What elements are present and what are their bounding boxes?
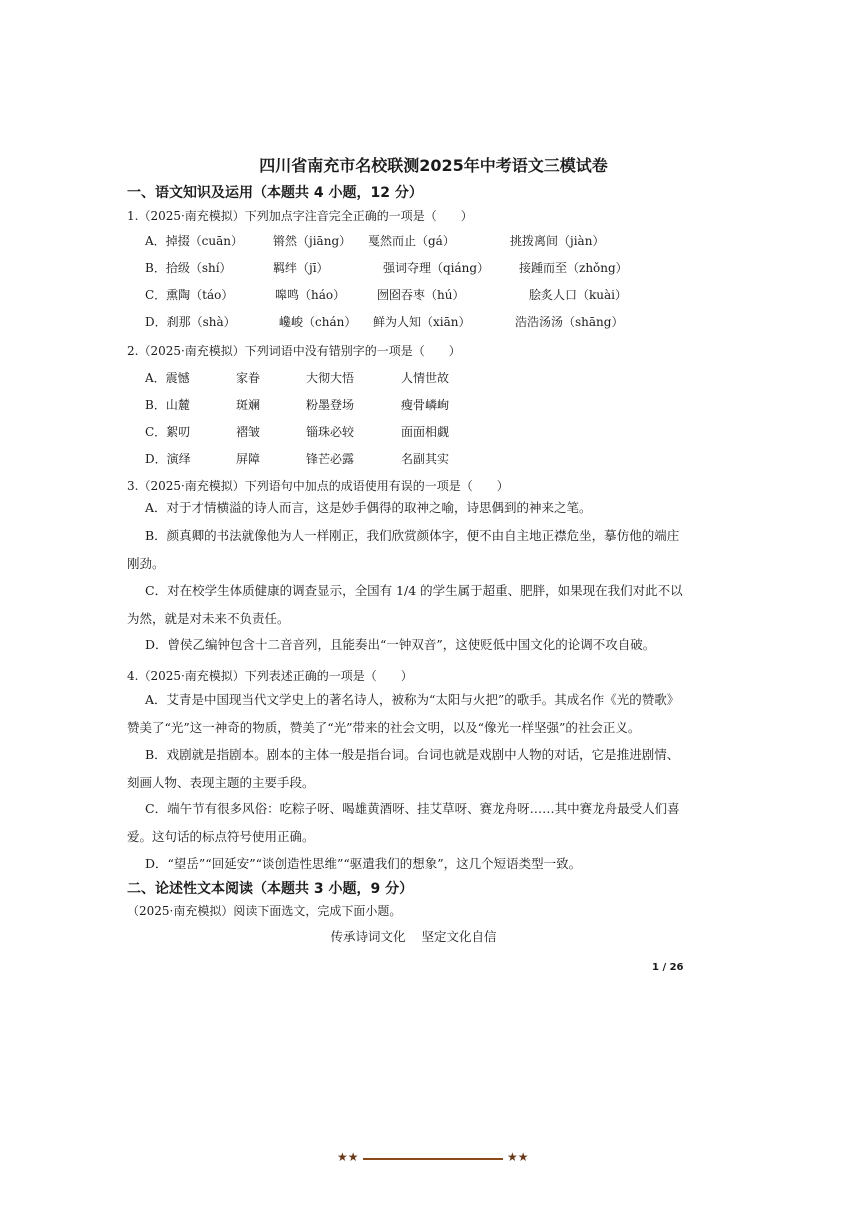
q1-option-d — [145, 313, 623, 330]
q2-c-3: 锱珠必较 — [306, 425, 355, 439]
q2-b-2: 斑斓 — [236, 398, 261, 412]
q2-a-2: 家眷 — [236, 371, 261, 385]
q1-b-3: 强词夺理（qiáng） — [383, 261, 490, 275]
q2-a-4: 人情世故 — [401, 371, 450, 385]
q2-d-1: D．演绎 — [145, 452, 191, 466]
q1-d-1: D．刹那（shà） — [145, 315, 236, 329]
q2-a-1: A．震憾 — [145, 371, 190, 385]
section-2-heading: 二、论述性文本阅读（本题共 3 小题，9 分） — [127, 881, 414, 897]
question-1-stem: 1.（2025·南充模拟）下列加点字注音完全正确的一项是（ ） — [127, 209, 473, 223]
question-4-stem: 4.（2025·南充模拟）下列表述正确的一项是（ ） — [127, 669, 413, 683]
q2-option-d — [145, 450, 449, 467]
page-number: 1 / 26 — [652, 962, 684, 973]
page-title: 四川省南充市名校联测2025年中考语文三模试卷 — [259, 156, 608, 175]
q1-c-3: 囫囵吞枣（hú） — [377, 288, 465, 302]
q2-option-a — [145, 369, 449, 386]
q3-option-c: C．对在校学生体质健康的调查显示，全国有 1/4 的学生属于超重、肥胖，如果现在我们对此不以为然，就是对未来不负责任。 — [127, 583, 683, 626]
q2-option-c — [145, 423, 449, 440]
q1-d-4: 浩浩汤汤（shāng） — [515, 315, 624, 329]
question-2-stem: 2.（2025·南充模拟）下列词语中没有错别字的一项是（ ） — [127, 344, 461, 358]
q1-b-1: B．拾级（shí） — [145, 261, 232, 275]
q3-option-b: B．颜真卿的书法就像他为人一样刚正，我们欣赏颜体字，便不由自主地正襟危坐，摹仿他的端庄刚劲。 — [127, 528, 680, 571]
q1-c-2: 嗥鸣（háo） — [275, 288, 346, 302]
q1-b-4: 接踵而至（zhǒng） — [519, 261, 628, 275]
q2-c-4: 面面相觑 — [401, 425, 450, 439]
q2-d-3: 锋芒必露 — [306, 452, 355, 466]
q4-option-c: C．端午节有很多风俗：吃粽子呀、喝雄黄酒呀、挂艾草呀、赛龙舟呀……其中赛龙舟最受人们喜爱。这句话的标点符号使用正确。 — [127, 801, 680, 844]
q2-a-3: 大彻大悟 — [306, 371, 355, 385]
q2-d-4: 名副其实 — [401, 452, 450, 466]
q2-b-3: 粉墨登场 — [306, 398, 355, 412]
q1-a-1: A．掉掇（cuān） — [145, 234, 243, 248]
q1-d-3: 鲜为人知（xiān） — [373, 315, 471, 329]
q2-option-b — [145, 396, 449, 413]
footer-divider — [363, 1158, 503, 1160]
q1-d-2: 巉峻（chán） — [279, 315, 357, 329]
footer-ornament — [337, 1150, 531, 1168]
q1-option-b — [145, 259, 628, 276]
q1-c-1: C．熏陶（táo） — [145, 288, 234, 302]
q1-a-4: 挑拨离间（jiàn） — [510, 234, 605, 248]
star-icon-left: ★★ — [337, 1150, 359, 1164]
q1-a-3: 戛然而止（gá） — [368, 234, 455, 248]
reading-intro: （2025·南充模拟）阅读下面选文，完成下面小题。 — [127, 904, 402, 918]
question-3-stem: 3.（2025·南充模拟）下列语句中加点的成语使用有误的一项是（ ） — [127, 479, 509, 493]
q2-b-1: B．山麓 — [145, 398, 190, 412]
q1-option-a — [145, 232, 604, 249]
q3-option-a: A．对于才情横溢的诗人而言，这是妙手偶得的取神之喻，诗思偶到的神来之笔。 — [145, 500, 592, 515]
q4-option-d: D．“望岳”“回延安”“谈创造性思维”“驱遣我们的想象”，这几个短语类型一致。 — [145, 856, 582, 871]
q2-b-4: 瘦骨嶙峋 — [401, 398, 450, 412]
article-title: 传承诗词文化 坚定文化自信 — [330, 929, 497, 944]
q2-d-2: 屏障 — [236, 452, 261, 466]
q1-b-2: 羁绊（jī） — [273, 261, 329, 275]
q1-option-c — [145, 286, 627, 303]
q2-c-1: C．絮叨 — [145, 425, 191, 439]
section-1-heading: 一、语文知识及运用（本题共 4 小题，12 分） — [127, 185, 423, 201]
q4-option-a: A．艾青是中国现当代文学史上的著名诗人，被称为“太阳与火把”的歌手。其成名作《光的赞歌》赞美了“光”这一神奇的物质，赞美了“光”带来的社会文明，以及“像光一样坚强”的社会正义。 — [127, 692, 680, 735]
q3-option-d: D．曾侯乙编钟包含十二音音列，且能奏出“一钟双音”，这使贬低中国文化的论调不攻自破。 — [145, 637, 656, 652]
q1-c-4: 脍炙人口（kuài） — [529, 288, 627, 302]
q1-a-2: 锵然（jiāng） — [273, 234, 352, 248]
star-icon-right: ★★ — [507, 1150, 529, 1164]
q2-c-2: 褶皱 — [236, 425, 261, 439]
q4-option-b: B．戏剧就是指剧本。剧本的主体一般是指台词。台词也就是戏剧中人物的对话，它是推进剧情、刻画人物、表现主题的主要手段。 — [127, 747, 680, 790]
